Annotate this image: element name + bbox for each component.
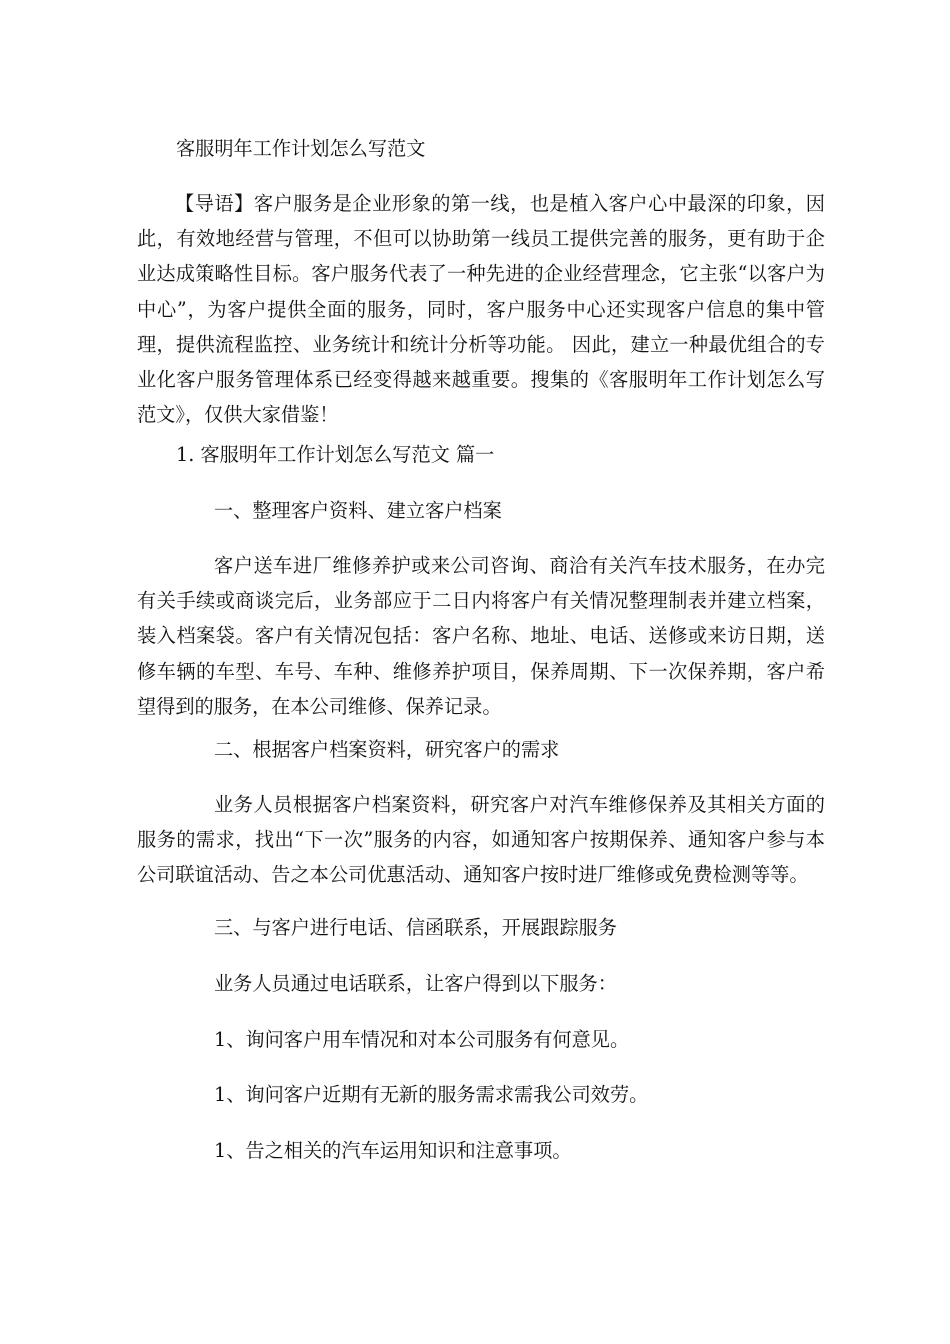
section-title: 1. 客服明年工作计划怎么写范文 篇一 (176, 443, 495, 466)
list-item: 1、告之相关的汽车运用知识和注意事项。 (214, 1139, 572, 1162)
paragraph-phone-service-intro: 业务人员通过电话联系，让客户得到以下服务： (214, 972, 617, 995)
intro-paragraph: 【导语】客户服务是企业形象的第一线，也是植入客户心中最深的印象，因此，有效地经营与管理，不但可以协助第一线员工提供完善的服务，更有助于企业达成策略性目标。客户服务代表了一种先进的企业经营理念，它主张“以客户为中心”，为客户提供全面的服务，同时，客户服务中心还实现客户信息的集中管理，提供流程监控、业务统计和统计分析等功能。 因此，建立一种最优组合的专业化客户服务管理体系已经变得越来越重要。搜集的《客服明年工作计划怎么写范文》，仅供大家借鉴！ (137, 192, 825, 427)
heading-study-customer-needs: 二、根据客户档案资料，研究客户的需求 (214, 738, 560, 761)
paragraph-customer-needs: 业务人员根据客户档案资料，研究客户对汽车维修保养及其相关方面的服务的需求，找出“下一次”服务的内容，如通知客户按期保养、通知客户参与本公司联谊活动、告之本公司优惠活动、通知客户按时进厂维修或免费检测等等。 (137, 793, 825, 887)
paragraph-customer-records: 客户送车进厂维修养护或来公司咨询、商洽有关汽车技术服务，在办完有关手续或商谈完后，业务部应于二日内将客户有关情况整理制表并建立档案，装入档案袋。客户有关情况包括：客户名称、地址、电话、送修或来访日期，送修车辆的车型、车号、车种、维修养护项目，保养周期、下一次保养期，客户希望得到的服务，在本公司维修、保养记录。 (137, 554, 825, 718)
list-item: 1、询问客户近期有无新的服务需求需我公司效劳。 (214, 1083, 649, 1106)
list-item: 1、询问客户用车情况和对本公司服务有何意见。 (214, 1028, 630, 1051)
heading-organize-customer-records: 一、整理客户资料、建立客户档案 (214, 499, 502, 522)
document-title: 客服明年工作计划怎么写范文 (176, 137, 426, 160)
heading-follow-up-service: 三、与客户进行电话、信函联系，开展跟踪服务 (214, 916, 617, 939)
